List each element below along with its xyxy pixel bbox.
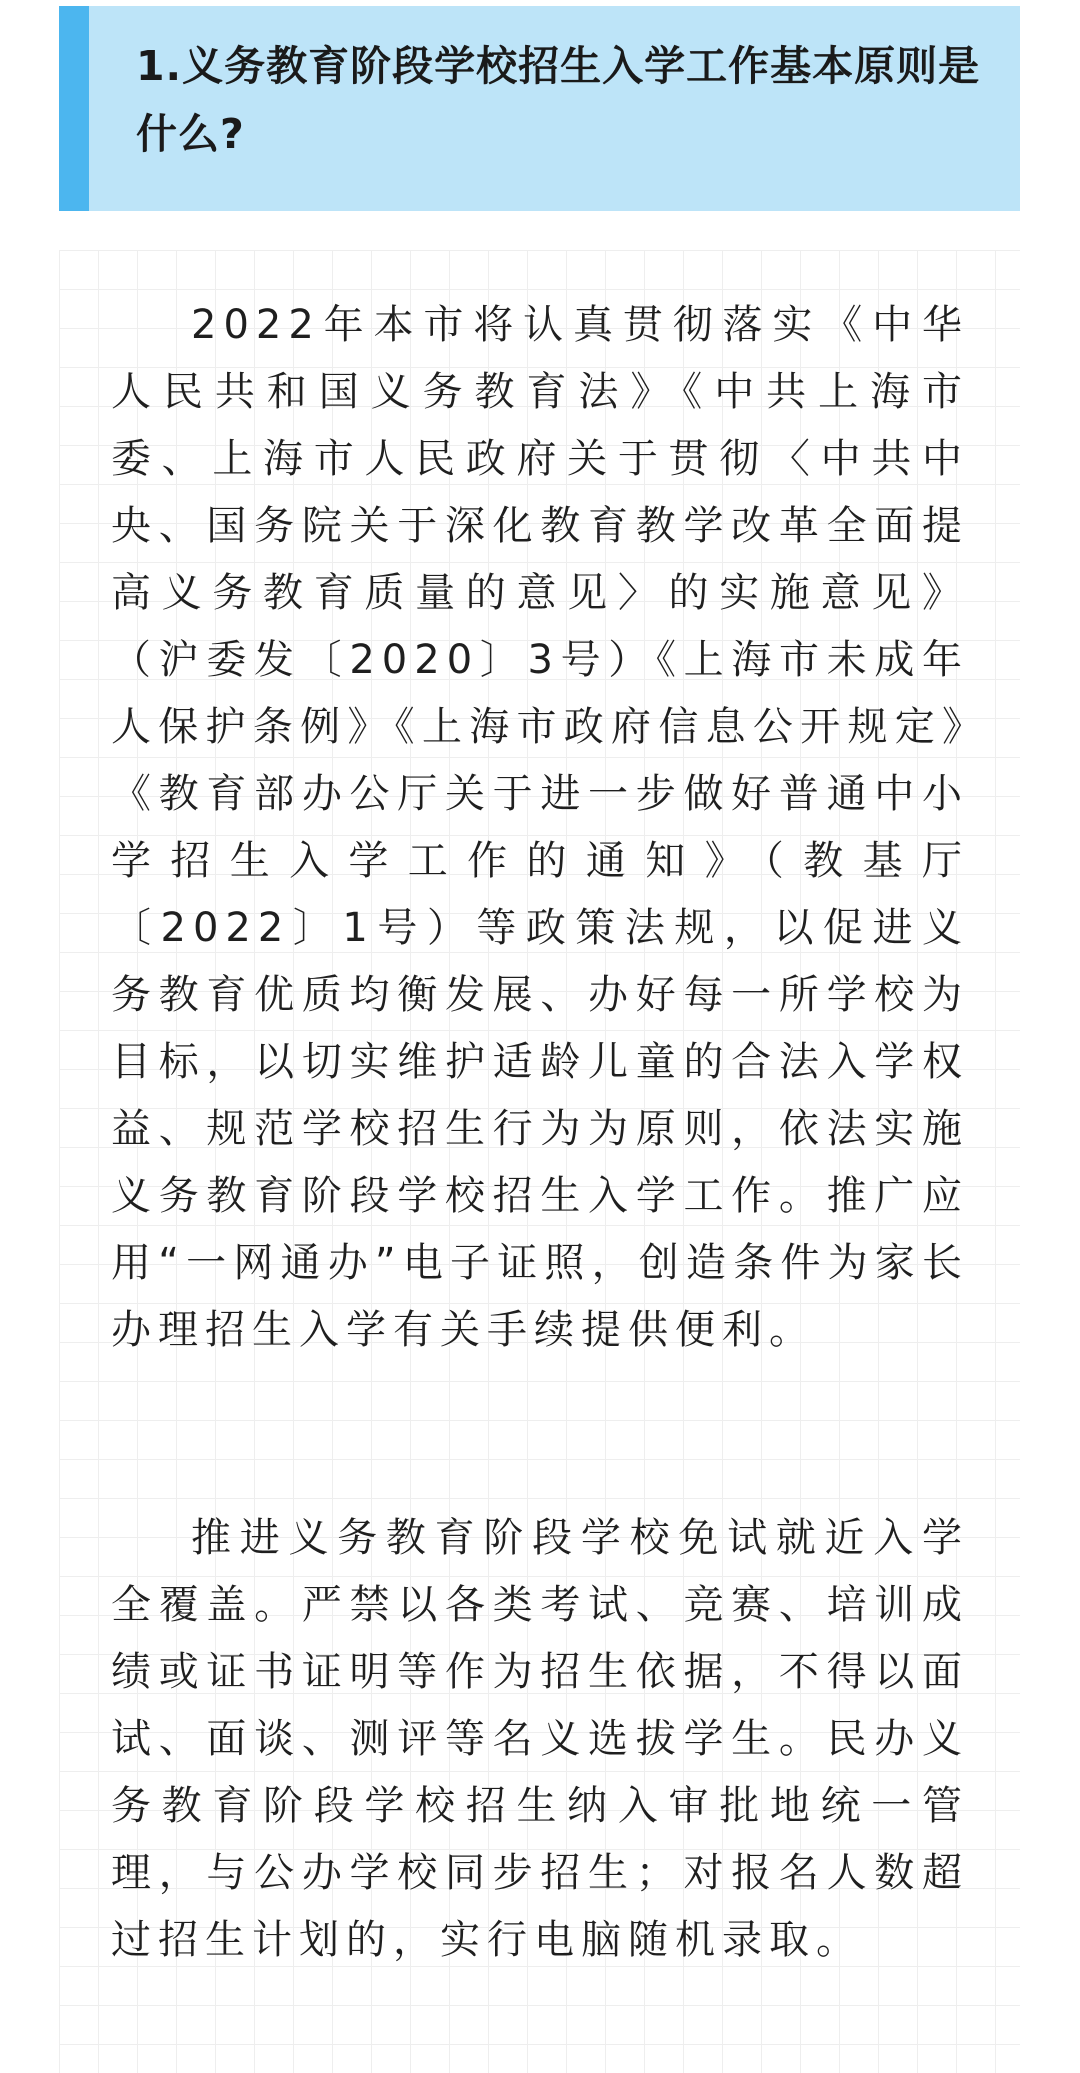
section-heading-box — [59, 6, 1020, 211]
paragraph-1: 2022年本市将认真贯彻落实《中华人民共和国义务教育法》《中共上海市委、上海市人民政府关于贯彻〈中共中央、国务院关于深化教育教学改革全面提高义务教育质量的意见〉的实施意见》（沪委发〔2020〕3号）《上海市未成年人保护条例》《上海市政府信息公开规定》《教育部办公厅关于进一步做好普通中小学招生入学工作的通知》（教基厅〔2022〕1号）等政策法规，以促进义务教育优质均衡发展、办好每一所学校为目标，以切实维护适龄儿童的合法入学权益、规范学校招生行为为原则，依法实施义务教育阶段学校招生入学工作。推广应用“一网通办”电子证照，创造条件为家长办理招生入学有关手续提供便利。 — [111, 302, 969, 1353]
section-title: 1.义务教育阶段学校招生入学工作基本原则是什么? — [136, 42, 981, 158]
paragraph-2: 推进义务教育阶段学校免试就近入学全覆盖。严禁以各类考试、竞赛、培训成绩或证书证明等作为招生依据，不得以面试、面谈、测评等名义选拔学生。民办义务教育阶段学校招生纳入审批地统一管理，与公办学校同步招生；对报名人数超过招生计划的，实行电脑随机录取。 — [111, 1515, 969, 1963]
heading-accent-bar — [59, 6, 89, 211]
